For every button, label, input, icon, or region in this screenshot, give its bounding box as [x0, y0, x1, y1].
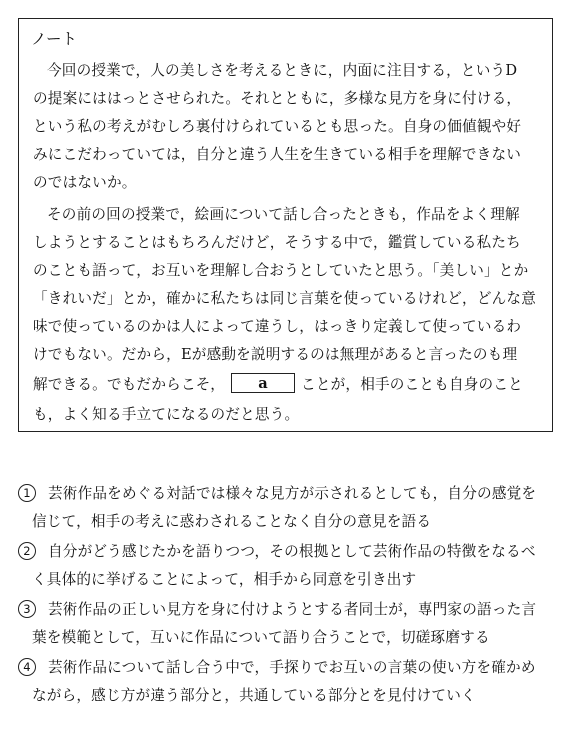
note-line: のではないか。: [33, 174, 137, 191]
note-line: その前の回の授業で，絵画について話し合ったときも，作品をよく理解: [47, 206, 520, 223]
note-box: [18, 18, 553, 432]
choice-number-1: 1: [18, 484, 36, 502]
note-line-with-blank: [33, 375, 523, 395]
choice-2-continuation: く具体的に挙げることによって，相手から同意を引き出す: [32, 571, 417, 588]
choice-text: 芸術作品について話し合う中で，手探りでお互いの言葉の使い方を確かめ: [48, 659, 536, 676]
choice-3[interactable]: [18, 600, 536, 620]
note-line: しようとすることはもちろんだけど，そうする中で，鑑賞している私たち: [33, 234, 521, 251]
note-line: の提案にははっとさせられた。それとともに，多様な見方を身に付ける，: [33, 90, 522, 107]
blank-line-before: 解できる。でもだからこそ，: [33, 376, 226, 393]
choice-text: 芸術作品の正しい見方を身に付けようとする者同士が，専門家の語った言: [48, 601, 537, 618]
note-line: という私の考えがむしろ裏付けられているとも思った。自身の価値観や好: [33, 118, 522, 135]
blank-line-after: ことが，相手のことも自身のこと: [301, 376, 523, 393]
choice-2[interactable]: [18, 542, 536, 562]
blank-a-box: a: [231, 373, 295, 393]
choice-number-4: 4: [18, 658, 36, 676]
note-line: 味で使っているのかは人によって違うし，はっきり定義して使っているわ: [33, 318, 522, 335]
choice-number-2: 2: [18, 542, 36, 560]
choice-4[interactable]: [18, 658, 536, 678]
note-line: 今回の授業で，人の美しさを考えるときに，内面に注目する，というD: [47, 62, 518, 79]
note-line: のことも語って，お互いを理解し合おうとしていたと思う。「美しい」とか: [33, 262, 529, 279]
choice-text: 芸術作品をめぐる対話では様々な見方が示されるとしても，自分の感覚を: [48, 485, 537, 502]
choice-number-3: 3: [18, 600, 36, 618]
note-line: みにこだわっていては，自分と違う人生を生きている相手を理解できない: [33, 146, 522, 163]
note-line: けでもない。だから，Eが感動を説明するのは無理があると言ったのも理: [33, 346, 518, 363]
note-line: も，よく知る手立てになるのだと思う。: [33, 406, 300, 423]
choice-3-continuation: 葉を模範として，互いに作品について語り合うことで，切磋琢磨する: [32, 629, 490, 646]
note-line: 「きれいだ」とか，確かに私たちは同じ言葉を使っているけれど，どんな意: [33, 290, 536, 307]
choice-1[interactable]: [18, 484, 536, 504]
choice-4-continuation: ながら，感じ方が違う部分と，共通している部分とを見付けていく: [32, 687, 476, 704]
note-title: ノート: [31, 30, 78, 48]
choice-text: 自分がどう感じたかを語りつつ，その根拠として芸術作品の特徴をなるべ: [48, 543, 536, 560]
choice-1-continuation: 信じて，相手の考えに惑わされることなく自分の意見を語る: [32, 513, 432, 530]
